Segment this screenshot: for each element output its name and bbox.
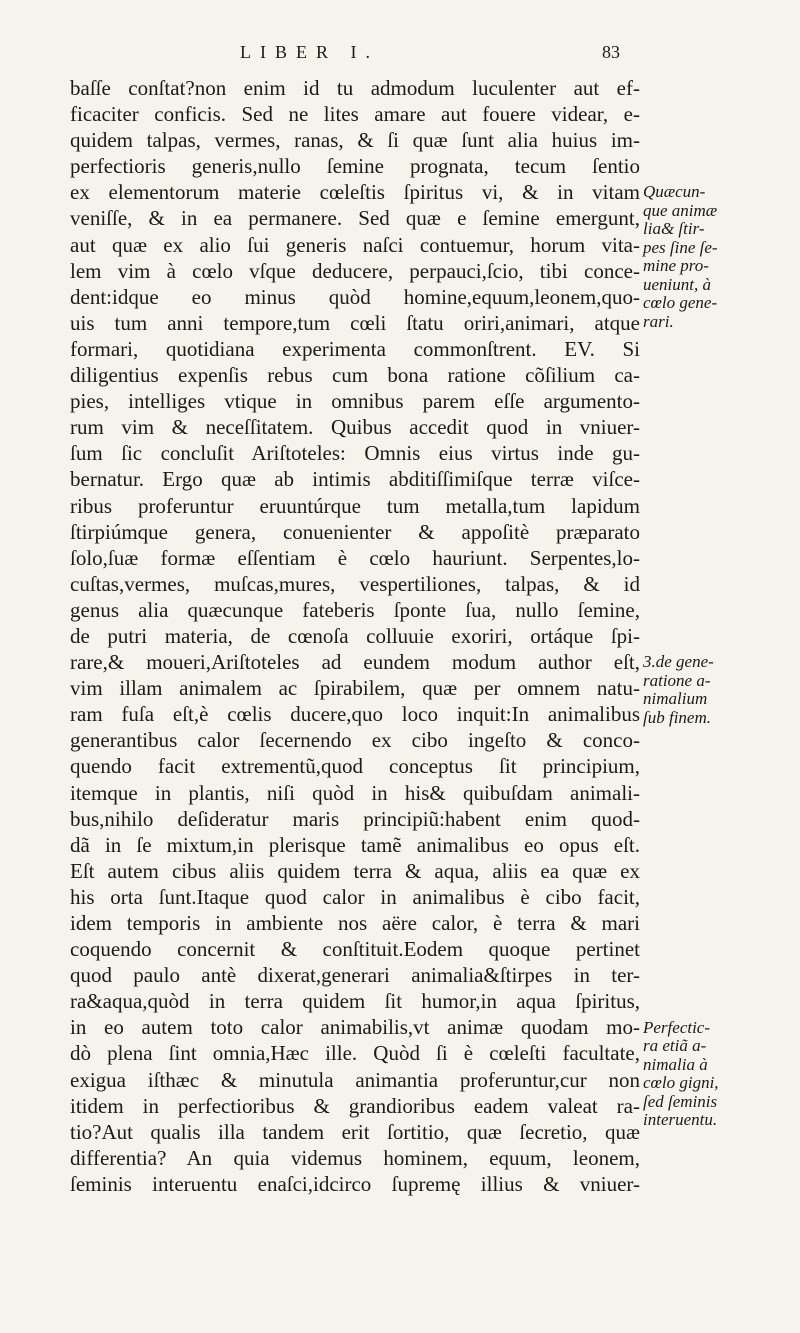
margin-note-line: pes ſine ſe- — [643, 237, 718, 257]
text-line: in eo autem toto calor animabilis,vt animæ quodam mo- — [70, 1015, 640, 1040]
text-line: veniſſe, & in ea permanere. Sed quæ e ſemine emergunt, — [70, 206, 640, 231]
text-line: quidem talpas, vermes, ranas, & ſi quæ ſunt alia huius im- — [70, 128, 640, 153]
margin-note-line: ſub finem. — [643, 707, 711, 727]
text-line: itidem in perfectioribus & grandioribus eadem valeat ra- — [70, 1093, 640, 1118]
text-line: perfectioris generis,nullo ſemine prognata, tecum ſentio — [70, 154, 640, 179]
text-line: quendo facit extrementũ,quod conceptus ſit principium, — [70, 754, 640, 779]
margin-note-line: lia& ſtir- — [643, 219, 705, 239]
text-line: ex elementorum materie cœleſtis ſpiritus vi, & in vitam — [70, 180, 640, 205]
text-line: uis tum anni tempore,tum cœli ſtatu oriri,animari, atque — [70, 310, 640, 335]
margin-note-line: ſed ſeminis — [643, 1091, 718, 1111]
margin-note-line: rari. — [643, 311, 674, 331]
margin-note — [643, 183, 753, 331]
text-line: ſtirpiúmque genera, conuenienter & appoſitè præparato — [70, 519, 640, 544]
margin-note-line: cœlo gigni, — [643, 1073, 719, 1093]
text-line: bus,nihilo deſideratur maris principiũ:habent enim quod- — [70, 806, 640, 831]
margin-note — [643, 653, 753, 727]
text-line: cuſtas,vermes, muſcas,mures, vespertiliones, talpas, & id — [70, 571, 640, 596]
text-line: dã in ſe mixtum,in plerisque tamẽ animalibus eo opus eſt. — [70, 832, 640, 857]
text-line: formari, quotidiana experimenta commonſtrent. EV. Si — [70, 336, 640, 361]
margin-note-line: Quæcun- — [643, 182, 706, 202]
text-line: ſeminis interuentu enaſci,idcirco ſupremę illius & vniuer- — [70, 1171, 640, 1196]
margin-note-line: ra etiã a- — [643, 1036, 707, 1056]
margin-note-line: cœlo gene- — [643, 293, 718, 313]
margin-note-line: mine pro- — [643, 256, 709, 276]
margin-note-line: nimalia à — [643, 1054, 708, 1074]
text-line: ficaciter conficis. Sed ne lites amare aut fouere videar, e- — [70, 102, 640, 127]
text-line: rum vim & neceſſitatem. Quibus accedit quod in vniuer- — [70, 415, 640, 440]
text-line: his orta ſunt.Itaque quod calor in animalibus è cibo facit, — [70, 884, 640, 909]
text-line: differentia? An quia videmus hominem, equum, leonem, — [70, 1145, 640, 1170]
main-text-block — [70, 75, 640, 1197]
margin-note-line: ratione a- — [643, 670, 711, 690]
margin-note-line: Perfectic- — [643, 1017, 711, 1037]
text-line: dent:idque eo minus quòd homine,equum,leonem,quo- — [70, 284, 640, 309]
text-line: baſſe conſtat?non enim id tu admodum luculenter aut ef- — [70, 76, 640, 100]
text-line: bernatur. Ergo quæ ab intimis abditiſſimiſque terræ viſce- — [70, 467, 640, 492]
text-line: vim illam animalem ac ſpirabilem, quæ per omnem natu- — [70, 676, 640, 701]
text-line: coquendo concernit & conſtituit.Eodem quoque pertinet — [70, 937, 640, 962]
text-line: lem vim à cœlo vſque deducere, perpauci,ſcio, tibi conce- — [70, 258, 640, 283]
text-line: itemque in plantis, niſi quòd in his& quibuſdam animali- — [70, 780, 640, 805]
text-line: ram fuſa eſt,è cœlis ducere,quo loco inquit:In animalibus — [70, 702, 640, 727]
running-title: LIBER I. — [240, 42, 379, 62]
text-line: aut quæ ex alio ſui generis naſci contuemur, horum vita- — [70, 232, 640, 257]
text-line: ſolo,ſuæ formæ eſſentiam è cœlo hauriunt. Serpentes,lo- — [70, 545, 640, 570]
text-line: ra&aqua,quòd in terra quidem ſit humor,in aqua ſpiritus, — [70, 989, 640, 1014]
text-line: idem temporis in ambiente nos aëre calor, è terra & mari — [70, 911, 640, 935]
text-line: generantibus calor ſecernendo ex cibo ingeſto & conco- — [70, 728, 640, 753]
margin-note-line: que animæ — [643, 200, 718, 220]
margin-note-line: interuentu. — [643, 1110, 718, 1130]
text-line: dò plena ſint omnia,Hæc ille. Quòd ſi è cœleſti facultate, — [70, 1041, 640, 1066]
margin-note-line: nimalium — [643, 689, 708, 709]
text-line: de putri materia, de cœnoſa colluuie exoriri, ortáque ſpi- — [70, 623, 640, 648]
text-line: genus alia quæcunque fateberis ſponte ſua, nullo ſemine, — [70, 597, 640, 622]
margin-note — [643, 1019, 753, 1130]
text-line: ſum ſic concluſit Ariſtoteles: Omnis eius virtus inde gu- — [70, 441, 640, 466]
text-line: ribus proferuntur eruuntúrque tum metalla,tum lapidum — [70, 493, 640, 518]
text-line: rare,& moueri,Ariſtoteles ad eundem modum author eſt, — [70, 650, 640, 675]
page-number: 83 — [602, 42, 620, 62]
text-line: tio?Aut qualis illa tandem erit ſortitio, quæ ſecretio, quæ — [70, 1119, 640, 1144]
margin-note-line: 3.de gene- — [643, 652, 714, 672]
margin-note-line: ueniunt, à — [643, 274, 711, 294]
text-line: exigua iſthæc & minutula animantia proferuntur,cur non — [70, 1067, 640, 1092]
text-line: diligentius expenſis rebus cum bona ratione cõſilium ca- — [70, 363, 640, 388]
text-line: quod paulo antè dixerat,generari animalia&ſtirpes in ter- — [70, 963, 640, 988]
text-line: pies, intelliges vtique in omnibus parem eſſe argumento- — [70, 389, 640, 414]
text-line: Eſt autem cibus aliis quidem terra & aqua, aliis ea quæ ex — [70, 858, 640, 883]
